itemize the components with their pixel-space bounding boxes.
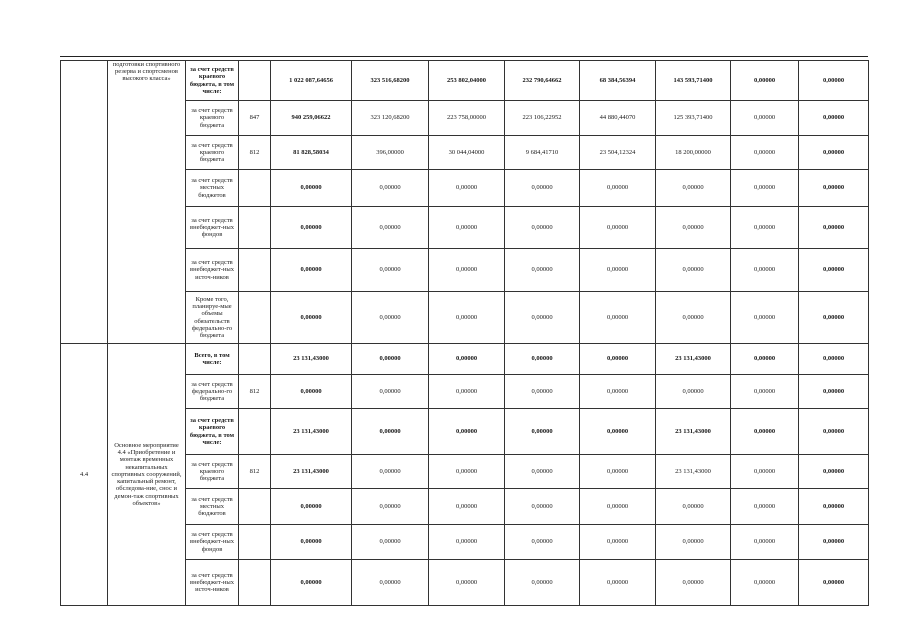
amount-cell: 23 131,43000 xyxy=(656,344,731,375)
amount-cell: 23 131,43000 xyxy=(656,409,731,455)
amount-cell: 0,00000 xyxy=(505,292,580,344)
amount-cell: 23 131,43000 xyxy=(656,455,731,489)
amount-cell: 0,00000 xyxy=(580,207,656,249)
amount-cell: 0,00000 xyxy=(731,525,799,560)
amount-cell: 0,00000 xyxy=(429,207,505,249)
amount-cell: 0,00000 xyxy=(429,249,505,292)
amount-cell: 0,00000 xyxy=(731,292,799,344)
amount-cell: 0,00000 xyxy=(505,375,580,409)
amount-cell: 0,00000 xyxy=(352,344,429,375)
amount-cell: 0,00000 xyxy=(271,375,352,409)
amount-cell: 44 880,44070 xyxy=(580,101,656,136)
amount-cell: 0,00000 xyxy=(799,249,869,292)
amount-cell: 0,00000 xyxy=(731,455,799,489)
table-row xyxy=(61,61,869,101)
funding-source-cell: за счет средств местных бюджетов xyxy=(186,489,239,525)
amount-cell: 0,00000 xyxy=(731,375,799,409)
measure-name-cell: Основное мероприятие 4.4 «Приобретение и монтаж временных некапитальных спортивных сооружений, капитальный ремонт, обследова-ние, снос и демон-таж спортивных объектов» xyxy=(108,344,186,606)
amount-cell: 0,00000 xyxy=(731,344,799,375)
funding-source-cell: Кроме того, планируе-мые объемы обязательств федерально-го бюджета xyxy=(186,292,239,344)
amount-cell: 0,00000 xyxy=(271,560,352,606)
amount-cell: 30 044,04000 xyxy=(429,136,505,170)
amount-cell: 0,00000 xyxy=(271,170,352,207)
amount-cell: 0,00000 xyxy=(731,409,799,455)
amount-cell: 0,00000 xyxy=(505,249,580,292)
funding-source-cell: за счет средств местных бюджетов xyxy=(186,170,239,207)
amount-cell: 0,00000 xyxy=(580,525,656,560)
amount-cell: 18 200,00000 xyxy=(656,136,731,170)
budget-code-cell xyxy=(239,409,271,455)
amount-cell: 0,00000 xyxy=(799,455,869,489)
amount-cell: 23 131,43000 xyxy=(271,409,352,455)
amount-cell: 0,00000 xyxy=(352,525,429,560)
amount-cell: 0,00000 xyxy=(656,292,731,344)
amount-cell: 0,00000 xyxy=(580,170,656,207)
amount-cell: 0,00000 xyxy=(656,375,731,409)
budget-code-cell xyxy=(239,560,271,606)
amount-cell: 0,00000 xyxy=(799,344,869,375)
funding-source-cell: за счет средств федерально-го бюджета xyxy=(186,375,239,409)
funding-source-cell: за счет средств внебюджет-ных источ-ников xyxy=(186,560,239,606)
amount-cell: 0,00000 xyxy=(799,136,869,170)
amount-cell: 0,00000 xyxy=(352,375,429,409)
amount-cell: 0,00000 xyxy=(505,455,580,489)
amount-cell: 0,00000 xyxy=(429,375,505,409)
funding-source-cell: Всего, в том числе: xyxy=(186,344,239,375)
amount-cell: 0,00000 xyxy=(656,170,731,207)
budget-code-cell xyxy=(239,170,271,207)
amount-cell: 0,00000 xyxy=(580,489,656,525)
amount-cell: 0,00000 xyxy=(271,249,352,292)
amount-cell: 0,00000 xyxy=(731,136,799,170)
amount-cell: 0,00000 xyxy=(656,525,731,560)
amount-cell: 0,00000 xyxy=(580,292,656,344)
amount-cell: 0,00000 xyxy=(352,249,429,292)
row-index-cell: 4.4 xyxy=(61,344,108,606)
amount-cell: 0,00000 xyxy=(429,409,505,455)
amount-cell: 0,00000 xyxy=(429,455,505,489)
amount-cell: 0,00000 xyxy=(580,409,656,455)
amount-cell: 23 504,12324 xyxy=(580,136,656,170)
budget-code-cell xyxy=(239,344,271,375)
amount-cell: 0,00000 xyxy=(505,489,580,525)
amount-cell: 0,00000 xyxy=(505,560,580,606)
top-rule xyxy=(60,56,868,57)
amount-cell: 0,00000 xyxy=(352,409,429,455)
amount-cell: 0,00000 xyxy=(352,292,429,344)
amount-cell: 0,00000 xyxy=(352,455,429,489)
amount-cell: 396,00000 xyxy=(352,136,429,170)
funding-source-cell: за счет средств краевого бюджета xyxy=(186,455,239,489)
amount-cell: 0,00000 xyxy=(505,409,580,455)
budget-table xyxy=(60,60,869,606)
amount-cell: 0,00000 xyxy=(799,489,869,525)
amount-cell: 0,00000 xyxy=(656,207,731,249)
budget-code-cell: 812 xyxy=(239,375,271,409)
amount-cell: 0,00000 xyxy=(429,489,505,525)
row-index-cell xyxy=(61,61,108,344)
amount-cell: 0,00000 xyxy=(731,560,799,606)
funding-source-cell: за счет средств внебюджет-ных фондов xyxy=(186,207,239,249)
amount-cell: 0,00000 xyxy=(429,560,505,606)
amount-cell: 0,00000 xyxy=(429,292,505,344)
amount-cell: 0,00000 xyxy=(580,249,656,292)
funding-source-cell: за счет средств краевого бюджета, в том числе: xyxy=(186,61,239,101)
amount-cell: 0,00000 xyxy=(271,525,352,560)
funding-source-cell: за счет средств внебюджет-ных фондов xyxy=(186,525,239,560)
amount-cell: 323 120,68200 xyxy=(352,101,429,136)
amount-cell: 253 802,04000 xyxy=(429,61,505,101)
funding-source-cell: за счет средств внебюджет-ных источ-ников xyxy=(186,249,239,292)
amount-cell: 81 828,58034 xyxy=(271,136,352,170)
amount-cell: 0,00000 xyxy=(505,170,580,207)
amount-cell: 0,00000 xyxy=(799,560,869,606)
amount-cell: 223 758,00000 xyxy=(429,101,505,136)
amount-cell: 0,00000 xyxy=(352,170,429,207)
budget-code-cell: 847 xyxy=(239,101,271,136)
table-row xyxy=(61,344,869,375)
amount-cell: 0,00000 xyxy=(799,170,869,207)
funding-source-cell: за счет средств краевого бюджета xyxy=(186,136,239,170)
amount-cell: 0,00000 xyxy=(656,489,731,525)
amount-cell: 68 384,56394 xyxy=(580,61,656,101)
amount-cell: 0,00000 xyxy=(731,101,799,136)
amount-cell: 0,00000 xyxy=(799,101,869,136)
amount-cell: 223 106,22952 xyxy=(505,101,580,136)
budget-code-cell: 812 xyxy=(239,136,271,170)
amount-cell: 0,00000 xyxy=(580,375,656,409)
amount-cell: 0,00000 xyxy=(352,560,429,606)
amount-cell: 0,00000 xyxy=(731,170,799,207)
amount-cell: 0,00000 xyxy=(271,207,352,249)
funding-source-cell: за счет средств краевого бюджета, в том числе: xyxy=(186,409,239,455)
amount-cell: 125 393,71400 xyxy=(656,101,731,136)
amount-cell: 940 259,06622 xyxy=(271,101,352,136)
amount-cell: 0,00000 xyxy=(505,344,580,375)
amount-cell: 9 684,41710 xyxy=(505,136,580,170)
measure-name-cell: подготовки спортивного резерва и спортсменов высокого класса» xyxy=(108,61,186,344)
amount-cell: 0,00000 xyxy=(799,292,869,344)
amount-cell: 0,00000 xyxy=(731,489,799,525)
amount-cell: 232 790,64662 xyxy=(505,61,580,101)
amount-cell: 0,00000 xyxy=(271,292,352,344)
amount-cell: 0,00000 xyxy=(429,525,505,560)
amount-cell: 323 516,68200 xyxy=(352,61,429,101)
budget-code-cell xyxy=(239,525,271,560)
amount-cell: 23 131,43000 xyxy=(271,455,352,489)
amount-cell: 0,00000 xyxy=(352,489,429,525)
funding-source-cell: за счет средств краевого бюджета xyxy=(186,101,239,136)
amount-cell: 0,00000 xyxy=(799,375,869,409)
amount-cell: 0,00000 xyxy=(580,455,656,489)
amount-cell: 0,00000 xyxy=(731,207,799,249)
amount-cell: 143 593,71400 xyxy=(656,61,731,101)
amount-cell: 0,00000 xyxy=(429,170,505,207)
amount-cell: 1 022 087,64656 xyxy=(271,61,352,101)
budget-code-cell xyxy=(239,61,271,101)
amount-cell: 0,00000 xyxy=(580,344,656,375)
amount-cell: 0,00000 xyxy=(731,249,799,292)
amount-cell: 0,00000 xyxy=(656,249,731,292)
amount-cell: 0,00000 xyxy=(799,61,869,101)
amount-cell: 0,00000 xyxy=(799,207,869,249)
amount-cell: 0,00000 xyxy=(352,207,429,249)
amount-cell: 23 131,43000 xyxy=(271,344,352,375)
amount-cell: 0,00000 xyxy=(271,489,352,525)
amount-cell: 0,00000 xyxy=(505,207,580,249)
amount-cell: 0,00000 xyxy=(505,525,580,560)
budget-code-cell: 812 xyxy=(239,455,271,489)
amount-cell: 0,00000 xyxy=(799,409,869,455)
amount-cell: 0,00000 xyxy=(799,525,869,560)
amount-cell: 0,00000 xyxy=(580,560,656,606)
amount-cell: 0,00000 xyxy=(656,560,731,606)
amount-cell: 0,00000 xyxy=(731,61,799,101)
budget-code-cell xyxy=(239,249,271,292)
amount-cell: 0,00000 xyxy=(429,344,505,375)
budget-code-cell xyxy=(239,207,271,249)
budget-code-cell xyxy=(239,489,271,525)
budget-code-cell xyxy=(239,292,271,344)
